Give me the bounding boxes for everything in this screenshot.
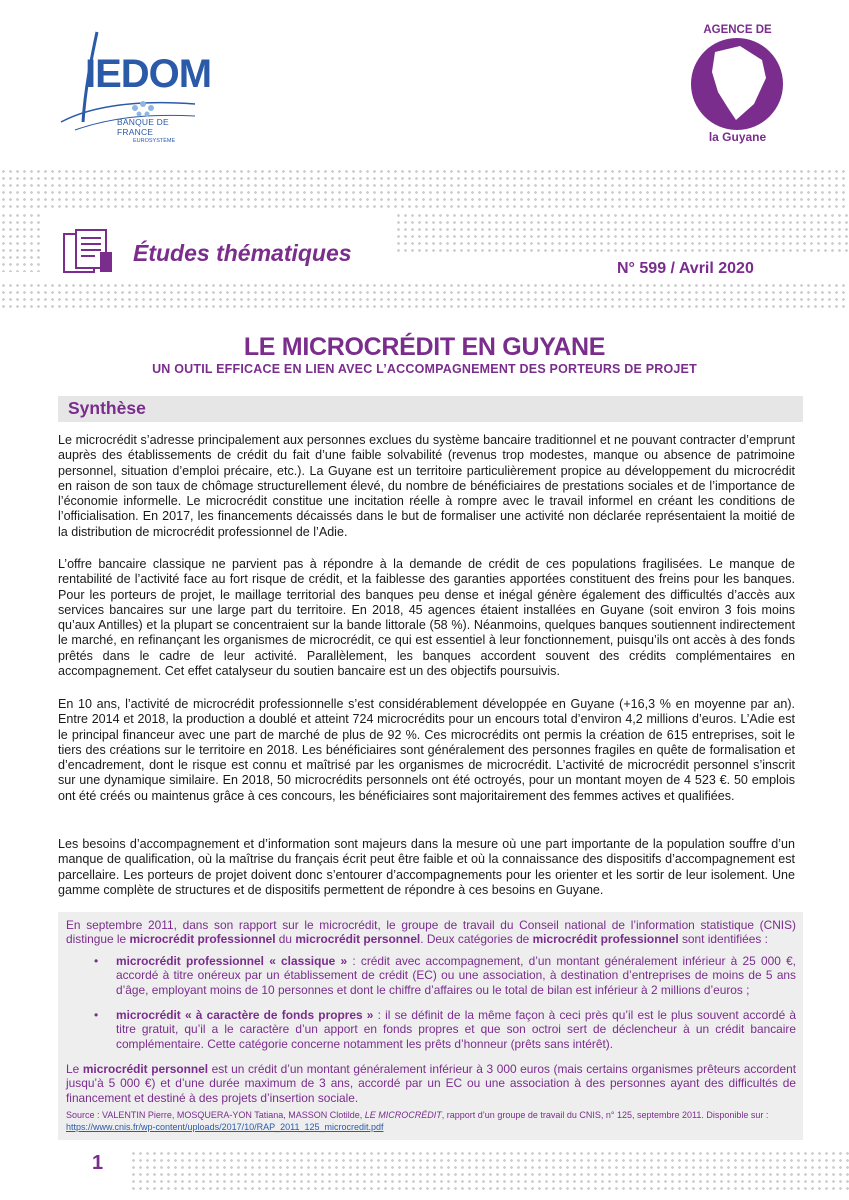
box-microcredit-personnel: Le microcrédit personnel est un crédit d’un montant généralement inférieur à 3 000 euros (mais certains organismes prêteurs accordent jusqu’à 5 000 €) et d’une durée maximum de 3 ans, accordé par un EC ou une association à des personnes ayant des difficultés de financement et destiné à des projets d’insertion sociale.	[66, 1062, 796, 1105]
page-title: LE MICROCRÉDIT EN GUYANE	[243, 333, 606, 361]
box-bullet-classique: microcrédit professionnel « classique » : crédit avec accompagnement, d’un montant généralement inférieur à 25 000 €, accordé à titre onéreux par un établissement de crédit (EC) ou une association, à destination d’entreprises de moins de 5 ans d’âge, employant moins de 10 personnes et dont le chiffre d’affaires ou le total de bilan est inférieur à 2 millions d’euros ;	[116, 954, 796, 997]
dot-band-top	[0, 168, 849, 212]
definition-box	[58, 912, 803, 1140]
box-intro: En septembre 2011, dans son rapport sur le microcrédit, le groupe de travail du Conseil national de l’information statistique (CNIS) distingue le microcrédit professionnel du microcrédit personnel. Deux catégories de microcrédit professionnel sont identifiées :	[66, 918, 796, 947]
paragraph: En 10 ans, l’activité de microcrédit professionnelle s’est considérablement développée en Guyane (+16,3 % en moyenne par an). Entre 2014 et 2018, la production a doublé et atteint 724 microcrédits pour un encours total d’environ 4,2 millions d’euros. L’Adie est le principal financeur avec une part de marché de plus de 92 %. Ces microcrédits ont permis la création de 615 entreprises, soit le tiers des créations sur le territoire en 2018. Les bénéficiaires sont généralement des personnes fragiles en quête de formalisation et d’encadrement, dont le risque est connu et maîtrisé par les organismes de microcrédit. L’activité de microcrédit personnel s’inscrit sur une dynamique similaire. En 2018, 50 microcrédits personnels ont été octroyés, pour un montant moyen de 4 523 €. 50 emplois ont été créés ou maintenus grâce à ces concours, les bénéficiaires sont majoritairement des femmes actives et qualifiées.	[58, 697, 795, 803]
box-bullet-fonds-propres: microcrédit « à caractère de fonds propres » : il se définit de la même façon à ceci près qu’il est le plus souvent accordé à titre gratuit, qu’il a le caractère d’un apport en fonds propres et que son octroi sert de déclencheur à un crédit bancaire complémentaire. Cette catégorie concerne notamment les prêts d’honneur (prêts sans intérêt).	[116, 1008, 796, 1051]
agency-badge	[670, 12, 805, 152]
paragraph: Les besoins d’accompagnement et d’information sont majeurs dans la mesure où une part importante de la population souffre d’un manque de qualification, où la maîtrise du français écrit peut être faible et où la connaissance des dispositifs d’accompagnement est parcellaire. Les porteurs de projet doivent donc s’entourer d’accompagnements pour les orienter et les sortir de leur isolement. Une gamme complète de structures et de dispositifs permettent de répondre à ces besoins en Guyane.	[58, 837, 795, 897]
synthese-title: Synthèse	[68, 398, 146, 418]
page-subtitle: UN OUTIL EFFICACE EN LIEN AVEC L’ACCOMPAGNEMENT DES PORTEURS DE PROJET	[152, 362, 697, 376]
dot-band-footer	[130, 1150, 849, 1190]
section-label: Études thématiques	[133, 240, 352, 266]
logo-banque-de-france: BANQUE DE FRANCE	[117, 117, 169, 137]
badge-bottom-label: la Guyane	[708, 130, 767, 144]
documents-icon	[62, 228, 114, 276]
bullet-icon: •	[94, 1008, 99, 1022]
iedom-logo	[55, 30, 212, 150]
paragraph: L’offre bancaire classique ne parvient pas à répondre à la demande de crédit de ces populations fragilisées. Le manque de rentabilité de l’activité face au fort risque de crédit, et la faiblesse des garanties apportées constituent des freins pour les banques. Pour les porteurs de projet, le maillage territorial des banques peu dense et inégal génère également des difficultés d’accès aux services bancaires sur une large part du territoire. En 2018, 45 agences étaient installées en Guyane (soit environ 3 fois moins qu’aux Antilles) et la plupart se concentraient sur la bande littorale (58 %). Néanmoins, quelques banques soutiennent indirectement le marché, en refinançant les organismes de microcrédit, ce qui est essentiel à leur fonctionnement, puisqu’ils ont accès à des fonds prêtés dans le cadre de leur activité. Parallèlement, les banques accordent souvent des crédits complémentaires en accompagnement. Cet effet catalyseur du soutien bancaire est un des objectifs poursuivis.	[58, 557, 795, 679]
dot-band-right	[570, 212, 849, 252]
logo-eurosysteme: EUROSYSTÈME	[133, 138, 176, 144]
page-number: 1	[92, 1152, 104, 1174]
source-link[interactable]: https://www.cnis.fr/wp-content/uploads/2017/10/RAP_2011_125_microcredit.pdf	[66, 1121, 384, 1132]
issue-number: N° 599 / Avril 2020	[617, 260, 754, 277]
box-source: Source : VALENTIN Pierre, MOSQUERA-YON Tatiana, MASSON Clotilde, LE MICROCRÉDIT, rapport d’un groupe de travail du CNIS, n° 125, septembre 2011. Disponible sur : https://www.cnis.fr/wp-content/uploads/2017/10/RAP_2011_125_microcredit.pdf	[66, 1110, 769, 1132]
synthese-header	[58, 396, 803, 422]
dot-band-mid	[395, 212, 570, 252]
badge-top-label: AGENCE DE	[703, 24, 772, 36]
logo-wordmark: IEDOM	[85, 52, 212, 96]
paragraph: Le microcrédit s’adresse principalement aux personnes exclues du système bancaire traditionnel et ne pouvant contracter d’emprunt auprès des établissements de crédit du fait d’une faible solvabilité (revenus trop modestes, manque ou absence de patrimoine personnel, situation d’emploi précaire, etc.). La Guyane est un territoire particulièrement propice au développement du microcrédit en raison de son taux de chômage structurellement élevé, du nombre de bénéficiaires de prestations sociales et de l’importance de l’économie informelle. Le microcrédit constitue une incitation réelle à rompre avec le travail informel en créant les conditions de l’officialisation. En 2017, les financements décaissés dans le but de formaliser une activité non déclarée représentaient la moitié de la distribution de microcrédit professionnel de l’Adie.	[58, 433, 795, 539]
bullet-icon: •	[94, 954, 99, 968]
dot-band-bottom	[0, 282, 849, 312]
dot-band-left	[0, 212, 40, 272]
